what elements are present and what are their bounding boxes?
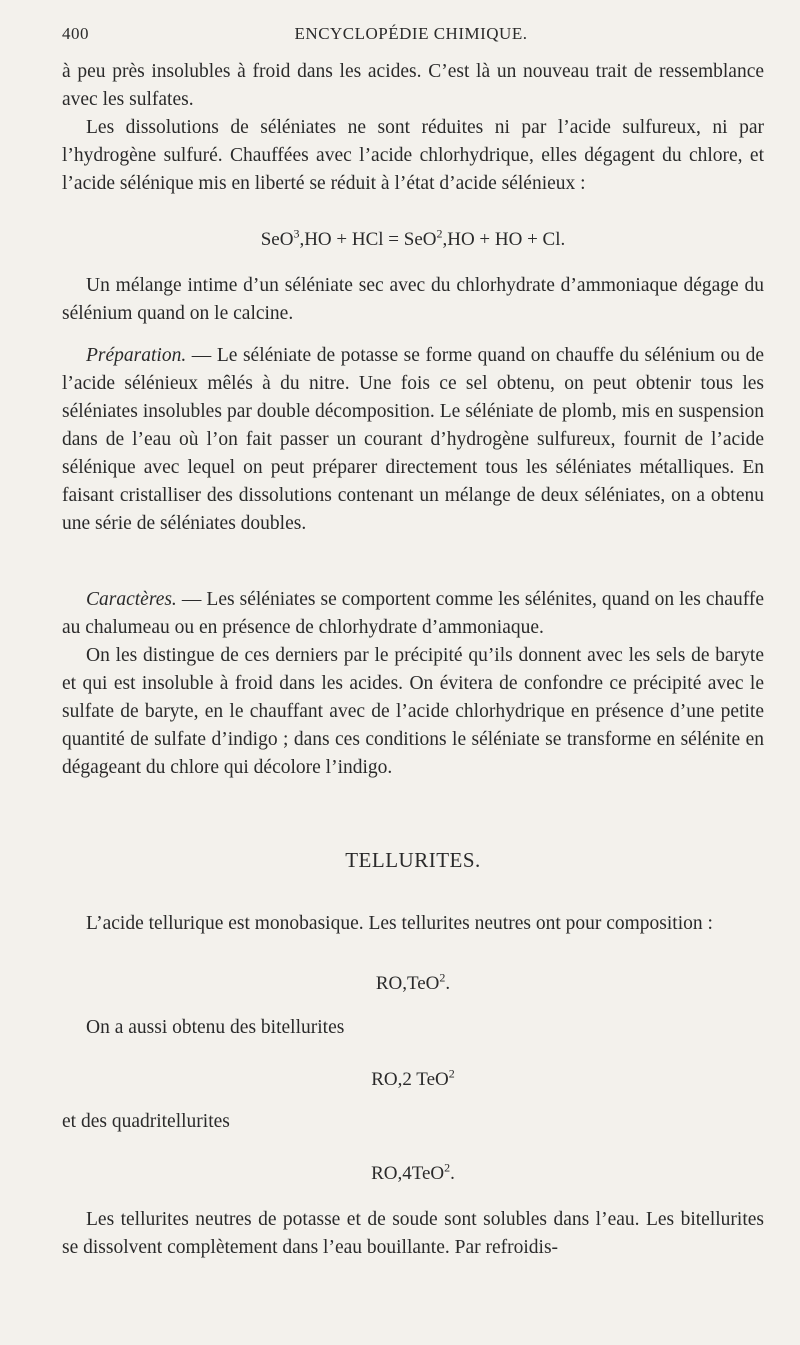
caracteres-heading: Caractères.	[86, 589, 177, 610]
paragraph-bitellurites	[62, 1014, 764, 1042]
preparation-heading: Préparation.	[86, 345, 187, 366]
formula-tellurite	[62, 970, 764, 998]
paragraph: Caractères. — Les séléniates se comportent comme les sélénites, quand on les chauffe au chalumeau ou en présence de chlorhydrate d’ammoniaque.	[62, 589, 764, 638]
paragraph-dissolutions	[62, 114, 764, 198]
paragraph: On a aussi obtenu des bitellurites	[86, 1017, 345, 1038]
formula-quadritellurite	[62, 1160, 764, 1188]
paragraph: à peu près insolubles à froid dans les acides. C’est là un nouveau trait de ressemblance avec les sulfates.	[62, 61, 764, 110]
chemical-formula: RO,TeO$^2$.	[375, 970, 451, 994]
paragraph-solubility	[62, 1206, 764, 1262]
section-title: TELLURITES.	[345, 848, 481, 872]
running-title: ENCYCLOPÉDIE CHIMIQUE.	[294, 24, 528, 43]
paragraph-preparation	[62, 342, 764, 538]
paragraph: L’acide tellurique est monobasique. Les tellurites neutres ont pour composition :	[86, 913, 713, 934]
paragraph-quadritellurites	[62, 1108, 764, 1136]
chemical-formula: SeO$^3$,HO + HCl = SeO$^2$,HO + HO + Cl.	[260, 226, 566, 250]
paragraph-continuation	[62, 58, 764, 114]
chemical-formula: RO,2 TeO$^2$	[371, 1066, 455, 1090]
paragraph-caracteres	[62, 586, 764, 642]
paragraph: Un mélange intime d’un séléniate sec avec du chlorhydrate d’ammoniaque dégage du sélénium quand on le calcine.	[62, 275, 764, 324]
chemical-formula: RO,4TeO$^2$.	[371, 1160, 455, 1184]
page-header	[62, 24, 760, 48]
paragraph: Préparation. — Le séléniate de potasse se forme quand on chauffe du sélénium ou de l’acide sélénieux mêlés à du nitre. Une fois ce sel obtenu, on peut obtenir tous les séléniates insolubles par double décomposition. Le séléniate de plomb, mis en suspension dans de l’eau où l’on fait passer un courant d’hydrogène sulfureux, fournit de l’acide sélénique avec lequel on peut préparer directement tous les séléniates métalliques. En faisant cristalliser des dissolutions contenant un mélange de deux séléniates, on a obtenu une série de séléniates doubles.	[62, 345, 764, 534]
paragraph-melange	[62, 272, 764, 328]
section-title-block	[62, 848, 764, 873]
paragraph: Les dissolutions de séléniates ne sont réduites ni par l’acide sulfureux, ni par l’hydrogène sulfuré. Chauffées avec l’acide chlorhydrique, elles dégagent du chlore, et l’acide sélénique mis en liberté se réduit à l’état d’acide sélénieux :	[62, 117, 764, 194]
formula-selenic-reduction	[62, 226, 764, 254]
paragraph: On les distingue de ces derniers par le précipité qu’ils donnent avec les sels de baryte et qui est insoluble à froid dans les acides. On évitera de confondre ce précipité avec le sulfate de baryte, en le chauffant avec de l’acide chlorhydrique en présence d’une petite quantité de sulfate d’indigo ; dans ces conditions le séléniate se transforme en sélénite en dégageant du chlore qui décolore l’indigo.	[62, 645, 764, 778]
paragraph: Les tellurites neutres de potasse et de soude sont solubles dans l’eau. Les bitellurites se dissolvent complètement dans l’eau bouillante. Par refroidis-	[62, 1209, 764, 1258]
page-number: 400	[62, 24, 89, 43]
paragraph-tellurique	[62, 910, 764, 938]
paragraph: et des quadritellurites	[62, 1111, 230, 1132]
formula-bitellurite	[62, 1066, 764, 1094]
paragraph-distinction	[62, 642, 764, 782]
